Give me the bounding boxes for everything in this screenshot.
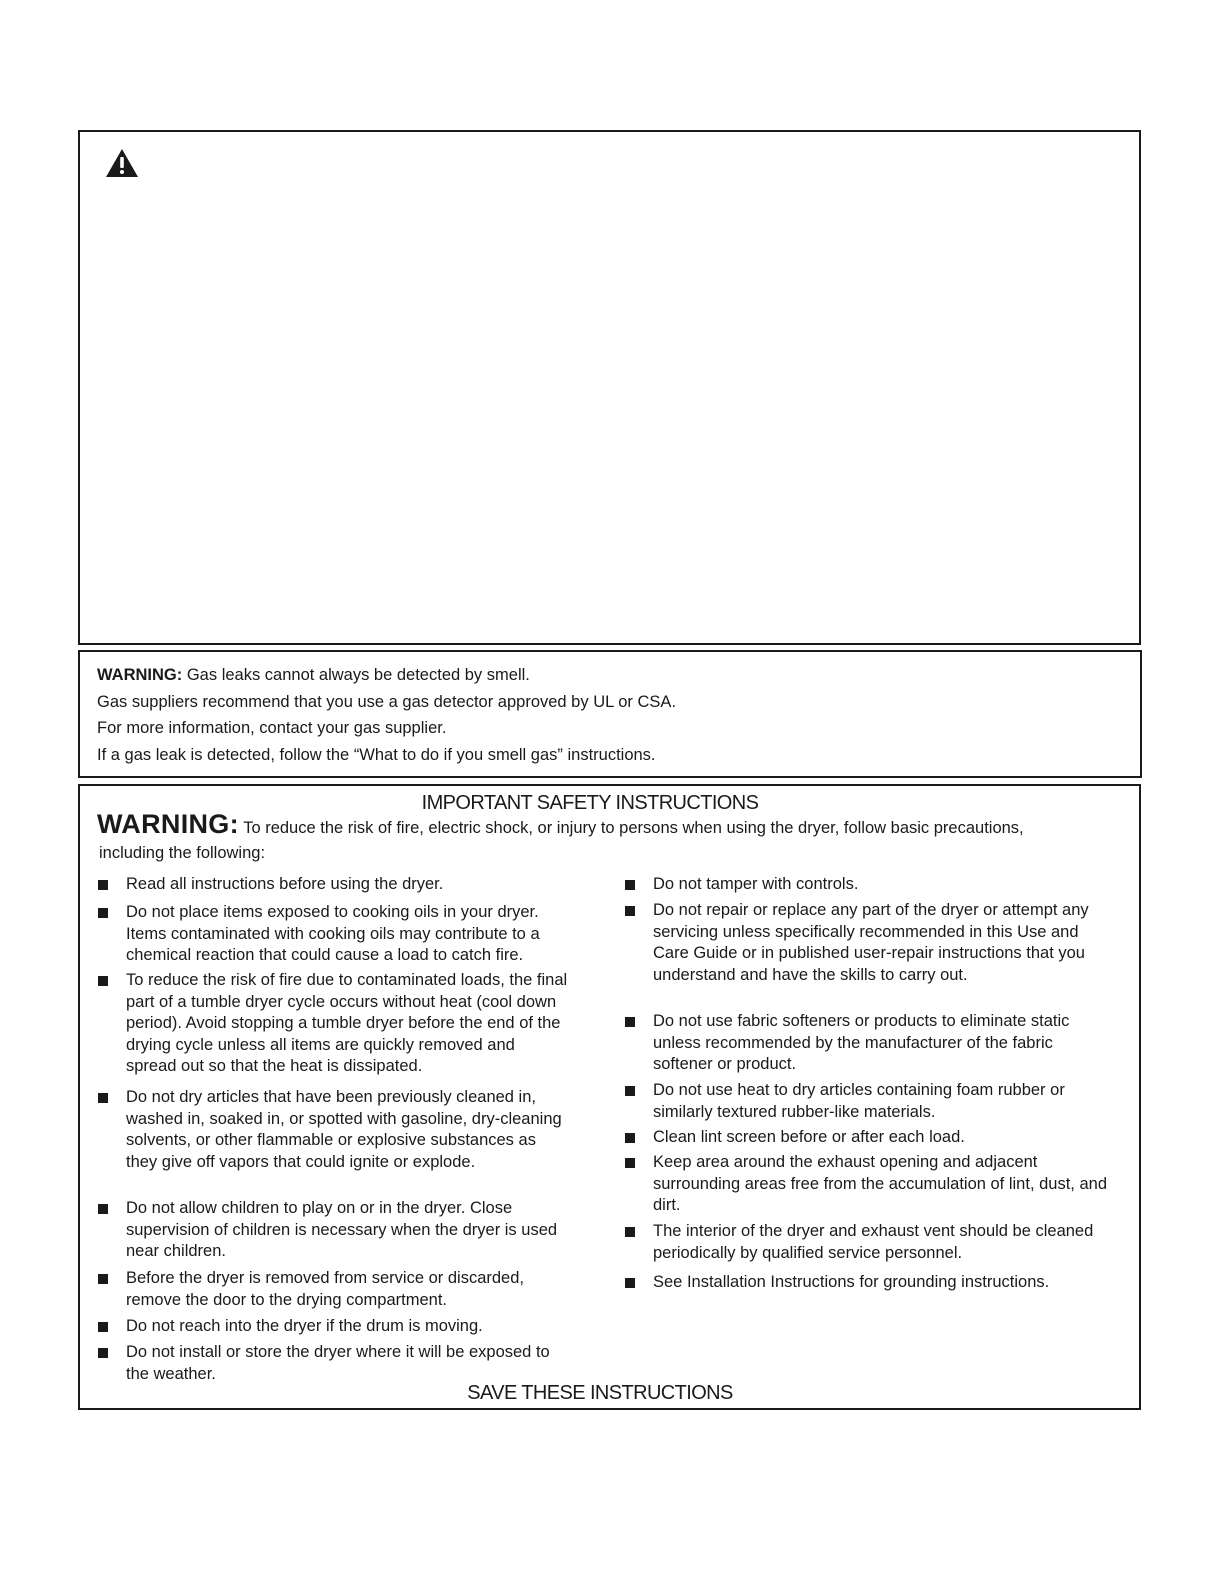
bullet-icon — [625, 1017, 635, 1027]
list-item: Do not place items exposed to cooking oils in your dryer. Items contaminated with cooking oils may contribute to a chemical reaction that could cause a load to catch fire. — [98, 902, 568, 968]
gas-warning-line-2: Gas suppliers recommend that you use a gas detector approved by UL or CSA. — [97, 693, 677, 711]
bullet-icon — [98, 1093, 108, 1103]
list-item: Do not dry articles that have been previously cleaned in, washed in, soaked in, or spotted with gasoline, dry-cleaning solvents, or other flammable or explosive substances as they give off vapors that could ignite or explode. — [98, 1087, 568, 1197]
safety-instructions-box — [78, 784, 1141, 1410]
bullet-icon — [98, 1348, 108, 1358]
list-item: Do not install or store the dryer where it will be exposed to the weather. — [98, 1342, 568, 1386]
list-item: Do not allow children to play on or in the dryer. Close supervision of children is necessary when the dryer is used near children. — [98, 1198, 568, 1264]
bullet-icon — [625, 880, 635, 890]
list-item: Do not repair or replace any part of the dryer or attempt any servicing unless specifically recommended in this Use and Care Guide or in published user-repair instructions that you understand and have the skills to carry out. — [625, 900, 1115, 1010]
safety-intro-text: To reduce the risk of fire, electric shock, or injury to persons when using the dryer, follow basic precautions, — [243, 819, 1024, 837]
gas-warning-line-3: For more information, contact your gas supplier. — [97, 719, 447, 737]
gas-warning-text: Gas leaks cannot always be detected by smell. — [186, 666, 530, 684]
list-item: Do not tamper with controls. — [625, 874, 1115, 896]
bullet-icon — [625, 1158, 635, 1168]
list-item: See Installation Instructions for grounding instructions. — [625, 1272, 1115, 1294]
bullet-icon — [98, 880, 108, 890]
save-instructions-title: SAVE THESE INSTRUCTIONS — [467, 1382, 733, 1404]
safety-alert-box — [78, 130, 1141, 645]
safety-warning-label: WARNING: — [97, 809, 239, 839]
bullet-icon — [625, 1086, 635, 1096]
list-item: Before the dryer is removed from service or discarded, remove the door to the drying compartment. — [98, 1268, 568, 1312]
bullet-icon — [625, 1133, 635, 1143]
gas-warning-box — [78, 650, 1142, 778]
list-item: Do not use fabric softeners or products to eliminate static unless recommended by the manufacturer of the fabric softener or product. — [625, 1011, 1115, 1077]
warning-triangle-icon — [105, 148, 139, 178]
list-item: The interior of the dryer and exhaust vent should be cleaned periodically by qualified service personnel. — [625, 1221, 1115, 1265]
list-item: To reduce the risk of fire due to contaminated loads, the final part of a tumble dryer cycle occurs without heat (cool down period). Avoid stopping a tumble dryer before the end of the drying cycle unless all items are quickly removed and spread out so that the heat is dissipated. — [98, 970, 568, 1080]
bullet-icon — [625, 1278, 635, 1288]
bullet-icon — [98, 1322, 108, 1332]
bullet-icon — [98, 1274, 108, 1284]
bullet-icon — [625, 1227, 635, 1237]
list-item: Keep area around the exhaust opening and adjacent surrounding areas free from the accumulation of lint, dust, and dirt. — [625, 1152, 1115, 1218]
bullet-icon — [625, 906, 635, 916]
list-item: Clean lint screen before or after each load. — [625, 1127, 1115, 1149]
gas-warning-label: WARNING: — [97, 666, 183, 684]
gas-warning-line-1 — [97, 665, 530, 685]
list-item: Do not reach into the dryer if the drum is moving. — [98, 1316, 568, 1338]
bullet-icon — [98, 976, 108, 986]
gas-warning-line-4: If a gas leak is detected, follow the “What to do if you smell gas” instructions. — [97, 746, 656, 764]
safety-intro — [97, 809, 1127, 839]
safety-title: IMPORTANT SAFETY INSTRUCTIONS — [421, 792, 759, 814]
list-item: Do not use heat to dry articles containing foam rubber or similarly textured rubber-like materials. — [625, 1080, 1115, 1124]
bullet-icon — [98, 908, 108, 918]
list-item: Read all instructions before using the dryer. — [98, 874, 568, 896]
bullet-icon — [98, 1204, 108, 1214]
safety-intro-continued: including the following: — [99, 844, 266, 862]
